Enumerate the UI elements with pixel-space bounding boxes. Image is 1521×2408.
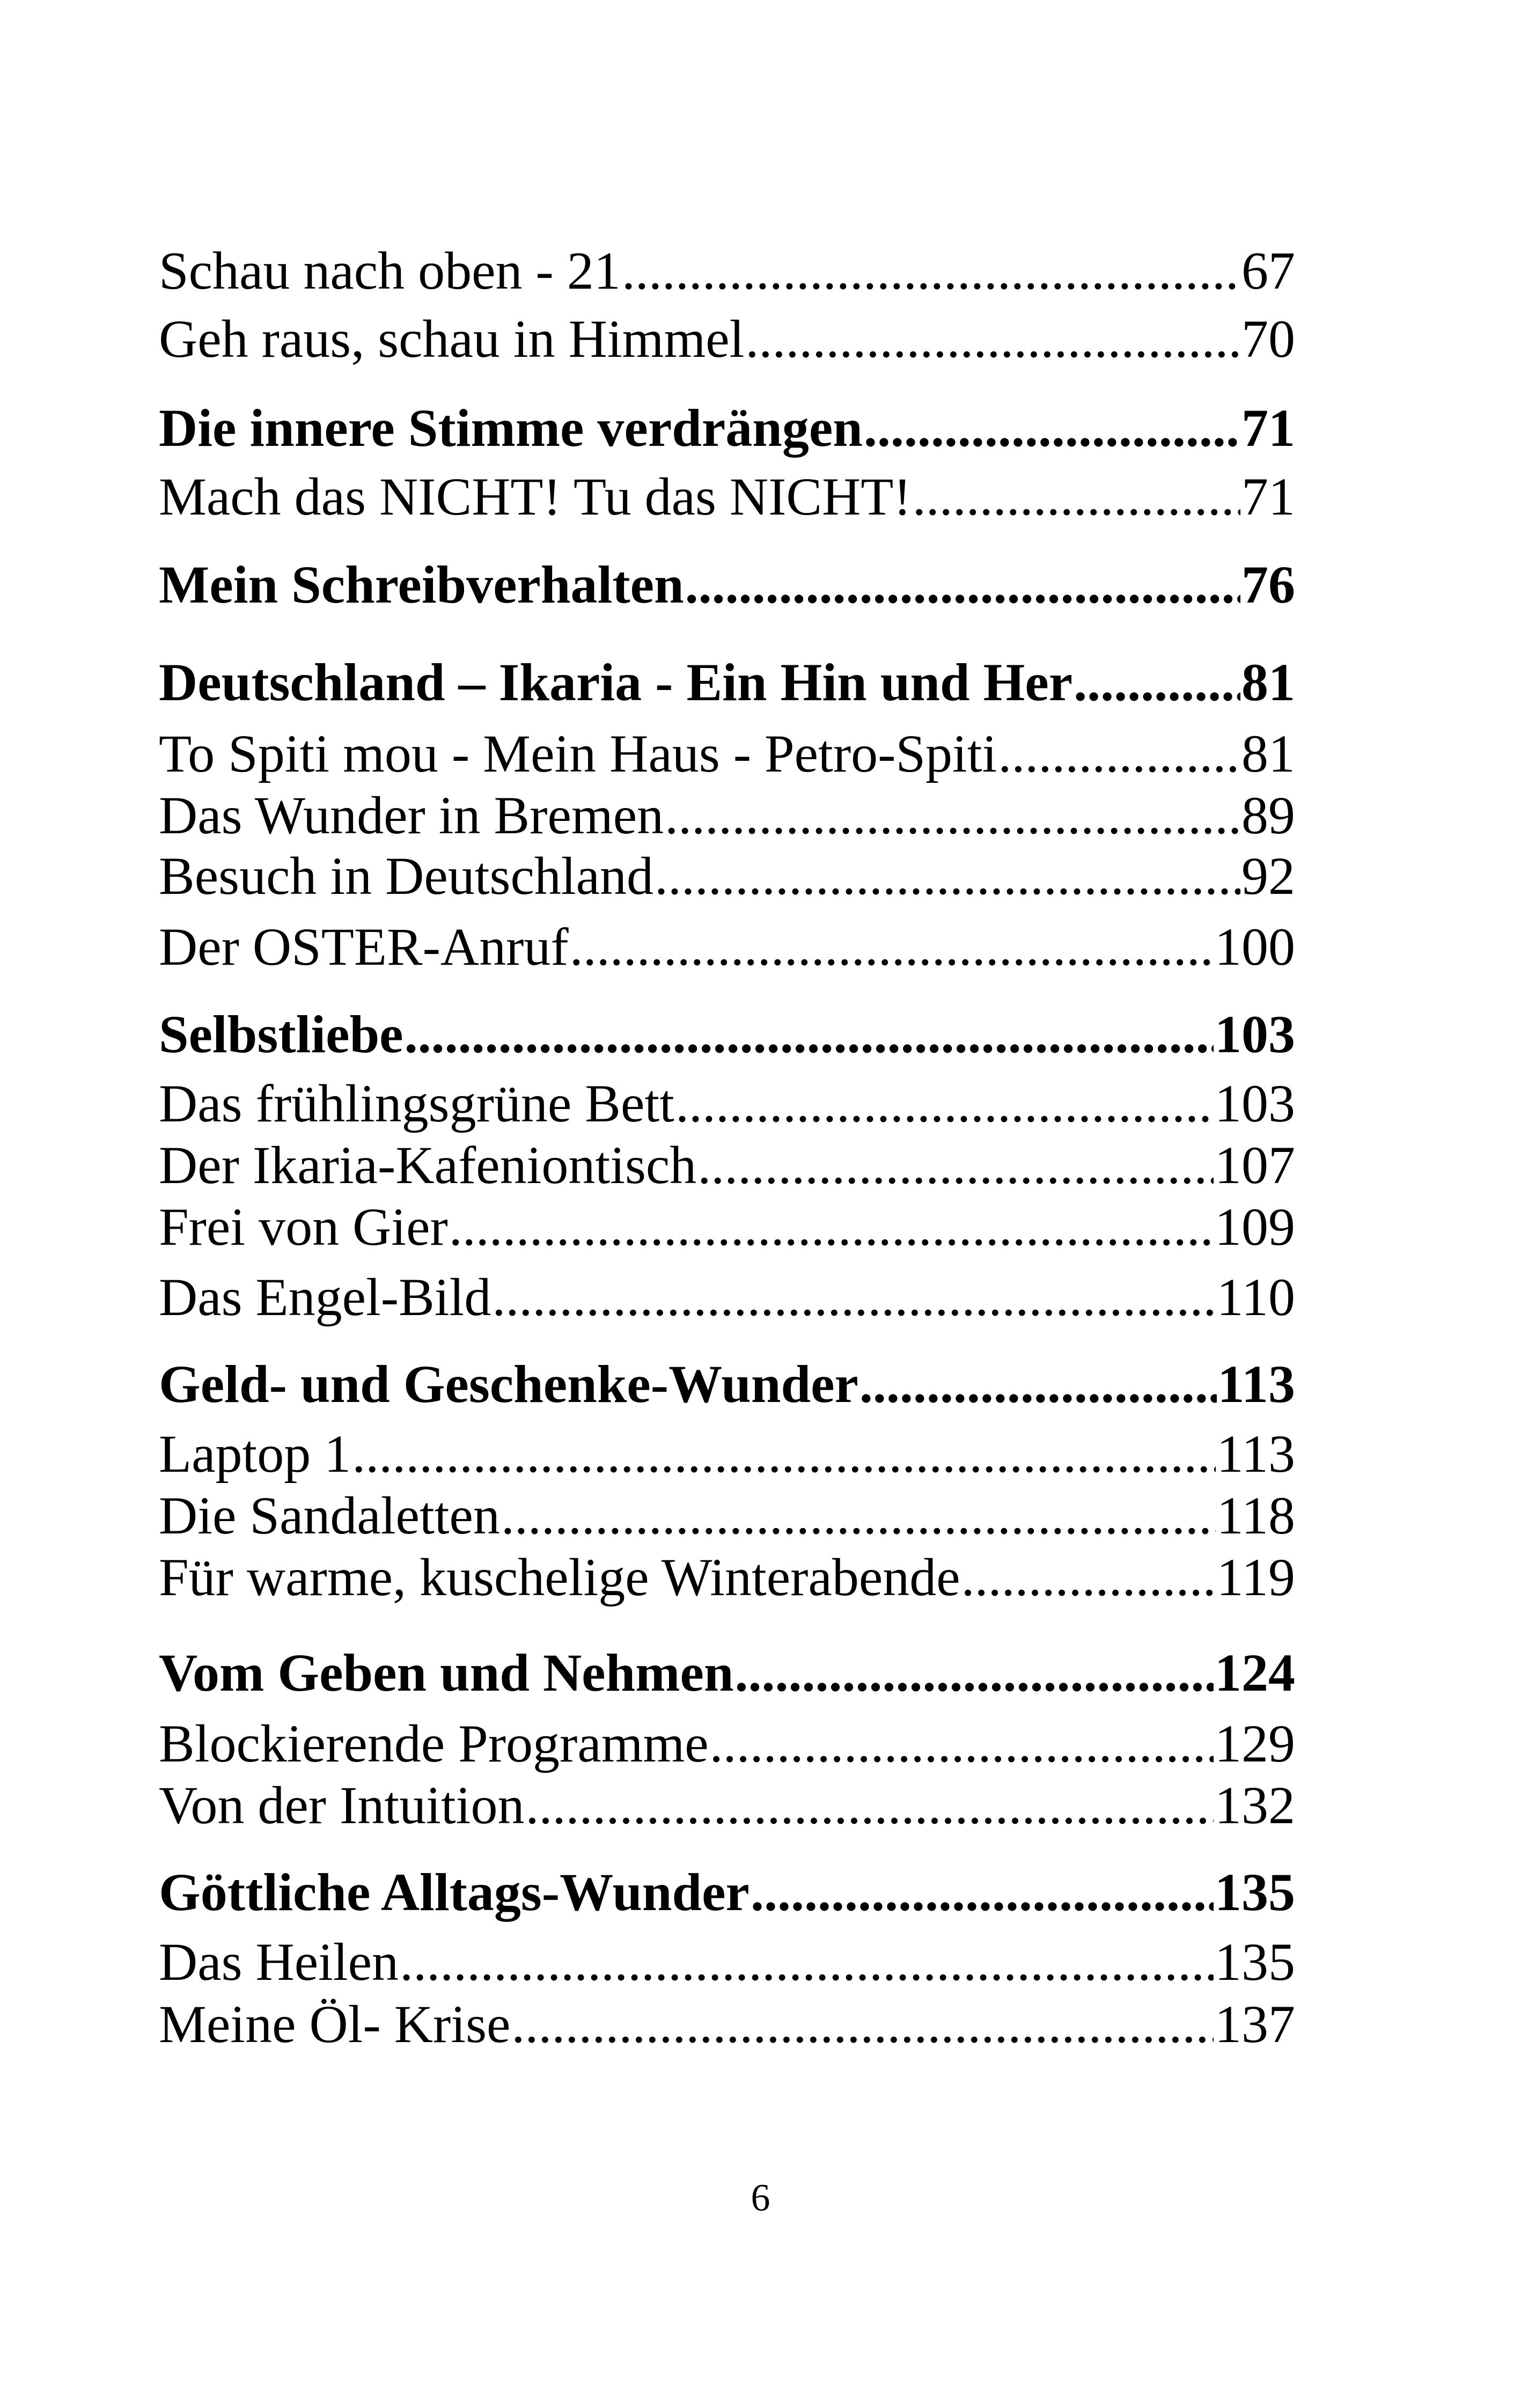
- toc-entry-page: 135: [1215, 1932, 1295, 1992]
- toc-entry-title: Die Sandaletten: [159, 1486, 500, 1545]
- dot-leader: [859, 1357, 1217, 1411]
- toc-entry-title: Mach das NICHT! Tu das NICHT!: [159, 467, 912, 526]
- toc-chapter: [159, 398, 1295, 458]
- page-number: 6: [751, 2176, 770, 2219]
- toc-entry: [159, 241, 1295, 300]
- dot-leader: [864, 401, 1240, 455]
- toc-entry-title: Laptop 1: [159, 1424, 351, 1484]
- toc-chapter-page: 103: [1215, 1004, 1295, 1064]
- toc-entry-title: Der OSTER-Anruf: [159, 917, 569, 977]
- dot-leader: [913, 470, 1240, 524]
- toc-entry: [159, 1135, 1295, 1195]
- toc-entry-page: 118: [1216, 1486, 1295, 1545]
- toc-entry-title: Der Ikaria-Kafeniontisch: [159, 1135, 697, 1195]
- toc-entry-page: 103: [1215, 1074, 1295, 1133]
- toc-entry: [159, 1074, 1295, 1133]
- toc-entry-page: 92: [1241, 846, 1295, 906]
- toc-entry: [159, 1714, 1295, 1773]
- dot-leader: [675, 1077, 1214, 1130]
- dot-leader: [998, 727, 1240, 781]
- toc-entry-page: 81: [1241, 724, 1295, 783]
- dot-leader: [1074, 656, 1240, 709]
- dot-leader: [501, 1489, 1216, 1543]
- toc-entry: [159, 1994, 1295, 2054]
- toc-chapter-page: 76: [1241, 555, 1295, 614]
- toc-chapter-title: Göttliche Alltags-Wunder: [159, 1862, 750, 1922]
- dot-leader: [570, 920, 1214, 974]
- toc-entry: [159, 1775, 1295, 1835]
- toc-entry-title: Das frühlingsgrüne Bett: [159, 1074, 674, 1133]
- toc-entry-title: Schau nach oben - 21: [159, 241, 621, 300]
- dot-leader: [745, 312, 1240, 366]
- dot-leader: [697, 1139, 1214, 1192]
- dot-leader: [400, 1935, 1214, 1989]
- toc-entry: [159, 1424, 1295, 1484]
- toc-entry: [159, 917, 1295, 977]
- toc-chapter-page: 71: [1241, 398, 1295, 458]
- toc-chapter-title: Die innere Stimme verdrängen: [159, 398, 863, 458]
- dot-leader: [665, 789, 1240, 842]
- toc-entry-page: 70: [1241, 309, 1295, 369]
- toc-entry: [159, 467, 1295, 526]
- toc-chapter-title: Vom Geben und Nehmen: [159, 1643, 734, 1702]
- toc-entry-title: Geh raus, schau in Himmel: [159, 309, 745, 369]
- toc-entry-title: Für warme, kuschelige Winterabende: [159, 1547, 960, 1607]
- dot-leader: [622, 244, 1240, 298]
- dot-leader: [352, 1427, 1215, 1481]
- toc-entry-page: 107: [1215, 1135, 1295, 1195]
- toc-entry-title: To Spiti mou - Mein Haus - Petro-Spiti: [159, 724, 997, 783]
- toc-chapter-page: 113: [1217, 1354, 1295, 1414]
- toc-entry-page: 89: [1241, 785, 1295, 845]
- toc-entry-page: 110: [1216, 1267, 1295, 1327]
- toc-entry-title: Von der Intuition: [159, 1775, 525, 1835]
- toc-chapter-title: Selbstliebe: [159, 1004, 403, 1064]
- toc-entry-title: Blockierende Programme: [159, 1714, 709, 1773]
- toc-entry-page: 113: [1216, 1424, 1295, 1484]
- toc-entry: [159, 1197, 1295, 1257]
- dot-leader: [685, 558, 1240, 612]
- table-of-contents: [159, 0, 1295, 2408]
- dot-leader: [961, 1551, 1216, 1604]
- toc-chapter: [159, 1354, 1295, 1414]
- toc-entry-page: 67: [1241, 241, 1295, 300]
- toc-chapter-title: Deutschland – Ikaria - Ein Hin und Her: [159, 652, 1073, 712]
- toc-chapter: [159, 1862, 1295, 1922]
- toc-entry-title: Das Heilen: [159, 1932, 399, 1992]
- dot-leader: [449, 1200, 1214, 1254]
- toc-entry-page: 132: [1215, 1775, 1295, 1835]
- toc-entry-page: 100: [1215, 917, 1295, 977]
- toc-entry-title: Das Wunder in Bremen: [159, 785, 664, 845]
- dot-leader: [751, 1866, 1214, 1919]
- toc-chapter-title: Mein Schreibverhalten: [159, 555, 684, 614]
- toc-entry: [159, 309, 1295, 369]
- dot-leader: [511, 1998, 1214, 2051]
- toc-entry: [159, 1267, 1295, 1327]
- dot-leader: [525, 1779, 1214, 1832]
- toc-chapter: [159, 1004, 1295, 1064]
- dot-leader: [492, 1271, 1215, 1324]
- toc-entry-title: Besuch in Deutschland: [159, 846, 654, 906]
- dot-leader: [405, 1008, 1214, 1061]
- toc-entry-page: 137: [1215, 1994, 1295, 2054]
- dot-leader: [710, 1717, 1214, 1771]
- toc-chapter-page: 135: [1215, 1862, 1295, 1922]
- toc-entry-page: 119: [1216, 1547, 1295, 1607]
- toc-entry-title: Das Engel-Bild: [159, 1267, 491, 1327]
- toc-entry: [159, 724, 1295, 783]
- toc-entry-page: 129: [1215, 1714, 1295, 1773]
- toc-entry: [159, 1932, 1295, 1992]
- toc-chapter: [159, 1643, 1295, 1702]
- toc-entry: [159, 1547, 1295, 1607]
- toc-chapter-page: 124: [1215, 1643, 1295, 1702]
- toc-entry: [159, 785, 1295, 845]
- dot-leader: [734, 1646, 1214, 1700]
- toc-entry-title: Frei von Gier: [159, 1197, 448, 1257]
- toc-entry-page: 71: [1241, 467, 1295, 526]
- dot-leader: [655, 849, 1240, 903]
- toc-chapter: [159, 652, 1295, 712]
- toc-chapter-page: 81: [1241, 652, 1295, 712]
- toc-chapter: [159, 555, 1295, 614]
- toc-entry-page: 109: [1215, 1197, 1295, 1257]
- toc-entry-title: Meine Öl- Krise: [159, 1994, 511, 2054]
- toc-entry: [159, 846, 1295, 906]
- toc-entry: [159, 1486, 1295, 1545]
- toc-chapter-title: Geld- und Geschenke-Wunder: [159, 1354, 858, 1414]
